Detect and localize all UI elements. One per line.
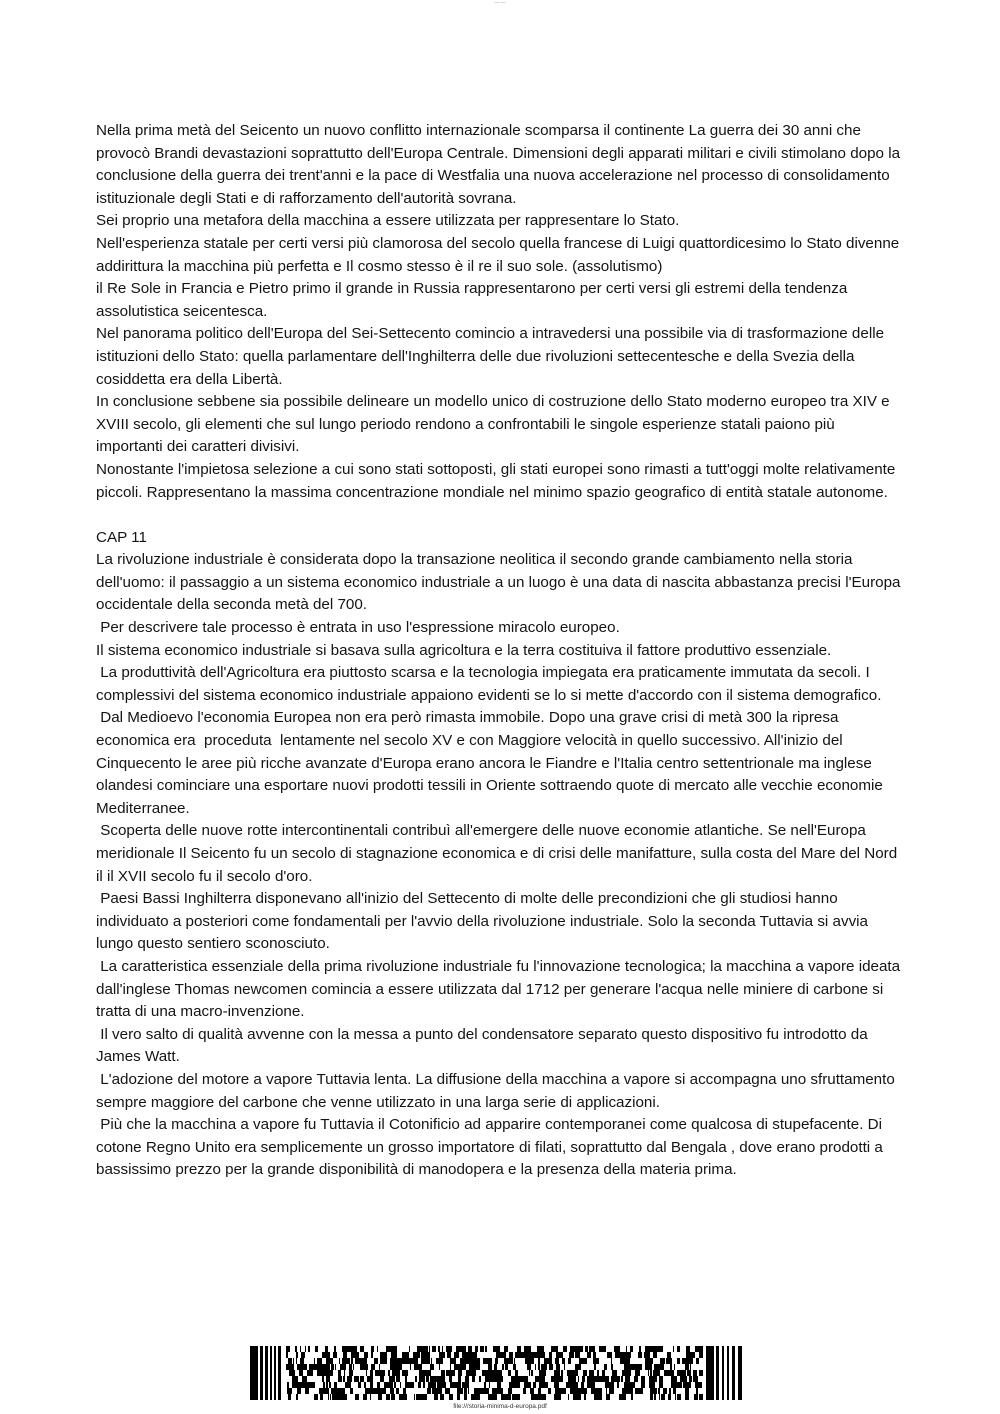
document-body <box>96 120 904 1182</box>
chapter-heading: CAP 11 <box>96 528 147 546</box>
paragraph: Per descrivere tale processo è entrata in uso l'espressione miracolo europeo. <box>96 619 620 637</box>
paragraph: Scoperta delle nuove rotte intercontinentali contribuì all'emergere delle nuove economie atlantiche. Se nell'Europa meridionale Il Seicento fu un secolo di stagnazione economica e di crisi delle manifatture, sulla costa del Mare del Nord il il XVII secolo fu il secolo d'oro. <box>96 822 902 885</box>
paragraph: Il sistema economico industriale si basava sulla agricoltura e la terra costituiva il fattore produttivo essenziale. <box>96 641 832 659</box>
header-mark: — — <box>494 0 506 6</box>
paragraph: Nella prima metà del Seicento un nuovo conflitto internazionale scomparsa il continente La guerra dei 30 anni che provocò Brandi devastazioni soprattutto dell'Europa Centrale. Dimensioni degli apparati militari e civili stimolano dopo la conclusione della guerra dei trent'anni e la pace di Westfalia una nuova accelerazione nel processo di consolidamento istituzionale degli Stati e di rafforzamento dell'autorità sovrana. <box>96 122 905 207</box>
paragraph: Più che la macchina a vapore fu Tuttavia il Cotonificio ad apparire contemporanei come qualcosa di stupefacente. Di cotone Regno Unito era semplicemente un grosso importatore di filati, soprattutto dal Bengala , dove erano prodotti a bassissimo prezzo per la grande disponibilità di manodopera e la presenza della materia prima. <box>96 1116 888 1179</box>
paragraph: La produttività dell'Agricoltura era piuttosto scarsa e la tecnologia impiegata era praticamente immutata da secoli. I complessivi del sistema economico industriale appaiono evidenti se lo si mette d'accordo con il sistema demografico. <box>96 664 882 704</box>
paragraph: Nonostante l'impietosa selezione a cui sono stati sottoposti, gli stati europei sono rimasti a tutt'oggi molte relativamente piccoli. Rappresentano la massima concentrazione mondiale nel minimo spazio geografico di entità statale autonome. <box>96 460 900 501</box>
paragraph: Nel panorama politico dell'Europa del Sei-Settecento comincio a intravedersi una possibile via di trasformazione delle istituzioni dello Stato: quella parlamentare dell'Inghilterra delle due rivoluzioni settecentesche e della Svezia della cosiddetta era della Libertà. <box>96 325 889 388</box>
paragraph: il Re Sole in Francia e Pietro primo il grande in Russia rappresentarono per certi versi gli estremi della tendenza assolutistica seicentesca. <box>96 280 852 320</box>
paragraph: Il vero salto di qualità avvenne con la messa a punto del condensatore separato questo dispositivo fu introdotto da James Watt. <box>96 1025 872 1066</box>
paragraph: La caratteristica essenziale della prima rivoluzione industriale fu l'innovazione tecnologica; la macchina a vapore ideata dall'inglese Thomas newcomen comincia a essere utilizzata dal 1712 per generare l'acqua nelle miniere di carbone si tratta di una macro-invenzione. <box>96 957 905 1021</box>
paragraph: Sei proprio una metafora della macchina a essere utilizzata per rappresentare lo Stato. <box>96 212 680 230</box>
paragraph: L'adozione del motore a vapore Tuttavia lenta. La diffusione della macchina a vapore si accompagna uno sfruttamento sempre maggiore del carbone che venne utilizzato in una larga serie di applicazioni. <box>96 1070 900 1111</box>
paragraph: In conclusione sebbene sia possibile delineare un modello unico di costruzione dello Stato moderno europeo tra XIV e XVIII secolo, gli elementi che sul lungo periodo rendono a confrontabili le singole esperienze statali paiono più importanti dei caratteri divisivi. <box>96 393 894 456</box>
paragraph: Paesi Bassi Inghilterra disponevano all'inizio del Settecento di molte delle precondizioni che gli studiosi hanno individuato a posteriori come fondamentali per l'avvio della rivoluzione industriale. Solo la seconda Tuttavia si avvia lungo questo sentiero sconosciuto. <box>96 890 873 953</box>
footer-file-path: file:///storia-minima-d-europa.pdf <box>453 1403 547 1410</box>
paragraph: La rivoluzione industriale è considerata dopo la transazione neolitica il secondo grande cambiamento nella storia dell'uomo: il passaggio a un sistema economico industriale a un luogo è una data di nascita abbastanza precisi l'Europa occidentale della seconda metà del 700. <box>96 551 905 614</box>
paragraph: Nell'esperienza statale per certi versi più clamorosa del secolo quella francese di Luigi quattordicesimo lo Stato divenne addirittura la macchina più perfetta e Il cosmo stesso è il re il suo sole. (assolutismo) <box>96 234 904 275</box>
pdf417-barcode <box>250 1346 742 1400</box>
paragraph: Dal Medioevo l'economia Europea non era però rimasta immobile. Dopo una grave crisi di metà 300 la ripresa economica era proceduta lentamente nel secolo XV e con Maggiore velocità in quello successivo. All'inizio del Cinquecento le aree più ricche avanzate d'Europa erano ancora le Fiandre e l'Italia centro settentrionale ma inglese olandesi cominciare una esportare nuovi prodotti tessili in Oriente sottraendo quote di mercato alle vecchie economie Mediterranee. <box>96 709 888 817</box>
